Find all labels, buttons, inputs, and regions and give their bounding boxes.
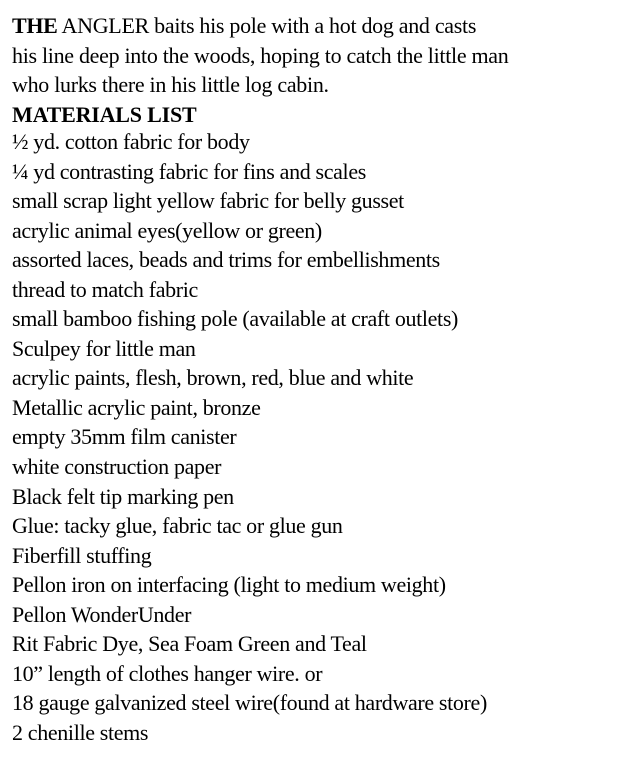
material-item: acrylic animal eyes(yellow or green) xyxy=(12,217,322,243)
material-item: acrylic paints, flesh, brown, red, blue and white xyxy=(12,365,414,391)
material-item: assorted laces, beads and trims for embellishments xyxy=(12,247,440,273)
material-item: 2 chenille stems xyxy=(12,719,149,745)
material-item: Fiberfill stuffing xyxy=(12,542,152,568)
material-item: Pellon iron on interfacing (light to medium weight) xyxy=(12,572,446,598)
material-item: thread to match fabric xyxy=(12,276,198,302)
material-item: Metallic acrylic paint, bronze xyxy=(12,394,261,420)
intro-line-3: who lurks there in his little log cabin. xyxy=(12,72,329,97)
material-item: empty 35mm film canister xyxy=(12,424,237,450)
material-item: Sculpey for little man xyxy=(12,335,196,361)
material-item: ½ yd. cotton fabric for body xyxy=(12,129,250,154)
intro-paragraph xyxy=(12,11,618,100)
intro-line-1 xyxy=(12,11,618,41)
material-item: 18 gauge galvanized steel wire(found at hardware store) xyxy=(12,690,487,716)
intro-lead-word: THE xyxy=(12,13,58,38)
materials-list xyxy=(12,127,487,747)
material-item: ¼ yd contrasting fabric for fins and scales xyxy=(12,158,366,184)
material-item: small bamboo fishing pole (available at craft outlets) xyxy=(12,306,459,332)
material-item: Pellon WonderUnder xyxy=(12,601,192,627)
material-item: white construction paper xyxy=(12,454,222,480)
material-item: Rit Fabric Dye, Sea Foam Green and Teal xyxy=(12,631,367,657)
intro-line-2: his line deep into the woods, hoping to catch the little man xyxy=(12,42,509,68)
material-item: 10” length of clothes hanger wire. or xyxy=(12,660,323,686)
intro-line-1-text: ANGLER baits his pole with a hot dog and casts xyxy=(57,13,477,38)
materials-heading: MATERIALS LIST xyxy=(12,102,197,127)
material-item: Black felt tip marking pen xyxy=(12,483,234,509)
material-item: Glue: tacky glue, fabric tac or glue gun xyxy=(12,513,343,539)
material-item: small scrap light yellow fabric for belly gusset xyxy=(12,188,404,214)
